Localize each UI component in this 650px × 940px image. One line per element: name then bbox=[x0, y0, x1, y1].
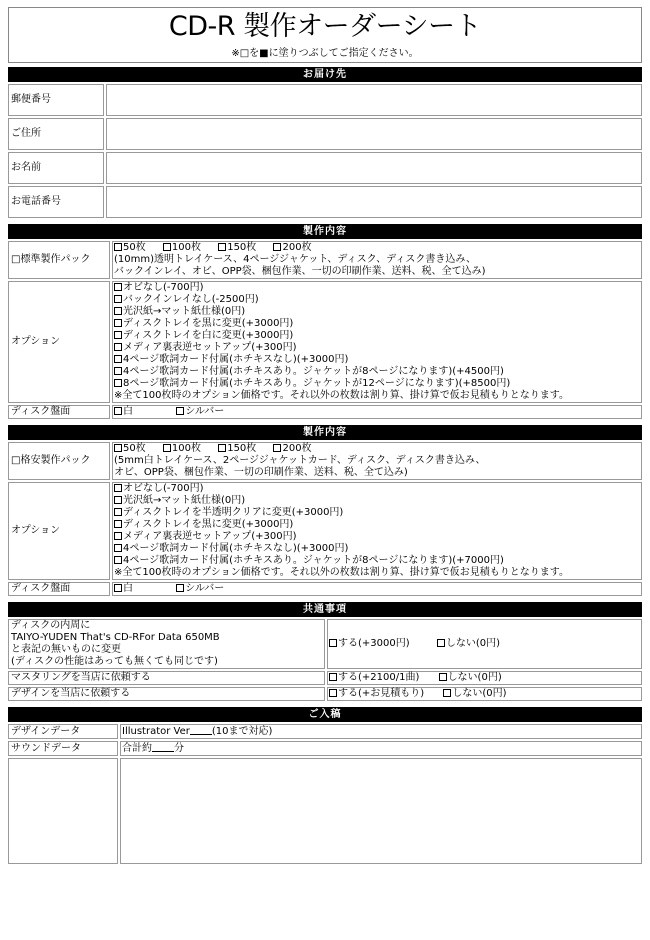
common-disc-ring-label: ディスクの内周に TAIYO-YUDEN That's CD-RFor Data 650MB と表記の無いものに変更 (ディスクの性能はあっても無くても同じです) bbox=[8, 619, 325, 669]
submission-table bbox=[6, 705, 644, 866]
budget-option-2[interactable]: ディスクトレイを半透明クリアに変更(+3000円) bbox=[114, 507, 640, 519]
budget-option-label: オプション bbox=[8, 482, 110, 580]
checkbox-icon bbox=[114, 496, 122, 504]
mastering-yes[interactable]: する(+2100/1曲) bbox=[329, 672, 419, 683]
checkbox-icon bbox=[443, 689, 451, 697]
name-label: お名前 bbox=[8, 152, 104, 184]
checkbox-icon bbox=[114, 484, 122, 492]
checkbox-icon bbox=[114, 343, 122, 351]
standard-pack-desc-1: (10mm)透明トレイケース、4ページジャケット、ディスク、ディスク書き込み、 bbox=[114, 254, 477, 265]
checkbox-icon bbox=[218, 243, 226, 251]
disc-ring-no[interactable]: しない(0円) bbox=[437, 638, 500, 649]
standard-option-note: ※全て100枚時のオプション価格です。それ以外の枚数は割り算、掛け算で仮お見積もりとなります。 bbox=[114, 390, 569, 401]
checkbox-icon bbox=[114, 355, 122, 363]
budget-pack-desc-1: (5mm白トレイケース、2ページジャケットカード、ディスク、ディスク書き込み、 bbox=[114, 455, 486, 466]
budget-disc-silver[interactable]: シルバー bbox=[176, 583, 224, 594]
checkbox-icon bbox=[114, 407, 122, 415]
budget-pack-table bbox=[6, 423, 644, 598]
design-data-label: デザインデータ bbox=[8, 724, 118, 739]
standard-disc-silver[interactable]: シルバー bbox=[176, 406, 224, 417]
name-field[interactable] bbox=[106, 152, 642, 184]
checkbox-icon bbox=[114, 295, 122, 303]
budget-pack-label[interactable]: □格安製作パック bbox=[8, 442, 110, 480]
budget-qty-100[interactable]: 100枚 bbox=[163, 443, 201, 454]
standard-pack-cell bbox=[112, 241, 642, 279]
notes-field[interactable] bbox=[120, 758, 642, 864]
checkbox-icon bbox=[114, 584, 122, 592]
checkbox-icon bbox=[114, 319, 122, 327]
budget-option-4[interactable]: メディア裏表逆セットアップ(+300円) bbox=[114, 531, 640, 543]
budget-header: 製作内容 bbox=[8, 425, 642, 440]
checkbox-icon bbox=[114, 520, 122, 528]
common-mastering-label: マスタリングを当店に依頼する bbox=[8, 671, 325, 685]
checkbox-icon bbox=[114, 556, 122, 564]
page-title: CD-R 製作オーダーシート bbox=[168, 11, 482, 42]
address-field[interactable] bbox=[106, 118, 642, 150]
budget-disc-label: ディスク盤面 bbox=[8, 582, 110, 596]
checkbox-icon bbox=[439, 673, 447, 681]
design-yes[interactable]: する(+お見積もり) bbox=[329, 688, 424, 699]
standard-disc-cell bbox=[112, 405, 642, 419]
standard-disc-white[interactable]: 白 bbox=[114, 406, 133, 417]
checkbox-icon bbox=[114, 243, 122, 251]
common-design-choice bbox=[327, 687, 642, 701]
budget-qty-150[interactable]: 150枚 bbox=[218, 443, 256, 454]
budget-disc-cell bbox=[112, 582, 642, 596]
version-blank[interactable] bbox=[190, 725, 212, 735]
standard-option-6[interactable]: 4ページ歌詞カード付属(ホチキスなし)(+3000円) bbox=[114, 354, 640, 366]
budget-option-3[interactable]: ディスクトレイを黒に変更(+3000円) bbox=[114, 519, 640, 531]
checkbox-icon bbox=[114, 283, 122, 291]
budget-option-note: ※全て100枚時のオプション価格です。それ以外の枚数は割り算、掛け算で仮お見積もりとなります。 bbox=[114, 567, 569, 578]
budget-qty-50[interactable]: 50枚 bbox=[114, 443, 146, 454]
budget-option-1[interactable]: 光沢紙→マット紙仕様(0円) bbox=[114, 495, 640, 507]
standard-option-4[interactable]: ディスクトレイを白に変更(+3000円) bbox=[114, 330, 640, 342]
checkbox-icon bbox=[163, 444, 171, 452]
common-mastering-choice bbox=[327, 671, 642, 685]
standard-qty-200[interactable]: 200枚 bbox=[273, 242, 311, 253]
budget-option-0[interactable]: オビなし(-700円) bbox=[114, 483, 640, 495]
title-box bbox=[8, 7, 642, 63]
minutes-blank[interactable] bbox=[152, 742, 174, 752]
notes-label-cell bbox=[8, 758, 118, 864]
common-header: 共通事項 bbox=[8, 602, 642, 617]
standard-option-8[interactable]: 8ページ歌詞カード付属(ホチキスあり。ジャケットが12ページになります)(+8500円) bbox=[114, 378, 640, 390]
checkbox-icon bbox=[114, 379, 122, 387]
delivery-header: お届け先 bbox=[8, 67, 642, 82]
checkbox-icon bbox=[114, 307, 122, 315]
standard-qty-50[interactable]: 50枚 bbox=[114, 242, 146, 253]
standard-pack-desc-2: バックインレイ、オビ、OPP袋、梱包作業、一切の印刷作業、送料、税、全て込み) bbox=[114, 266, 486, 277]
budget-qty-200[interactable]: 200枚 bbox=[273, 443, 311, 454]
phone-label: お電話番号 bbox=[8, 186, 104, 218]
checkbox-icon bbox=[218, 444, 226, 452]
budget-option-6[interactable]: 4ページ歌詞カード付属(ホチキスあり。ジャケットが8ページになります)(+7000円) bbox=[114, 555, 640, 567]
postal-code-label: 郵便番号 bbox=[8, 84, 104, 116]
checkbox-icon bbox=[114, 508, 122, 516]
address-label: ご住所 bbox=[8, 118, 104, 150]
standard-option-label: オプション bbox=[8, 281, 110, 403]
standard-qty-150[interactable]: 150枚 bbox=[218, 242, 256, 253]
checkbox-icon bbox=[176, 407, 184, 415]
page-subtitle: ※□を■に塗りつぶしてご指定ください。 bbox=[231, 48, 419, 59]
delivery-table bbox=[6, 65, 644, 220]
common-design-label: デザインを当店に依頼する bbox=[8, 687, 325, 701]
order-sheet bbox=[8, 7, 642, 866]
submission-header: ご入稿 bbox=[8, 707, 642, 722]
sound-data-label: サウンドデータ bbox=[8, 741, 118, 756]
checkbox-icon bbox=[273, 444, 281, 452]
disc-ring-yes[interactable]: する(+3000円) bbox=[329, 638, 410, 649]
checkbox-icon bbox=[329, 689, 337, 697]
standard-disc-label: ディスク盤面 bbox=[8, 405, 110, 419]
budget-disc-white[interactable]: 白 bbox=[114, 583, 133, 594]
standard-options-cell bbox=[112, 281, 642, 403]
postal-code-field[interactable] bbox=[106, 84, 642, 116]
design-no[interactable]: しない(0円) bbox=[443, 688, 506, 699]
checkbox-icon bbox=[114, 532, 122, 540]
sound-data-field[interactable]: 合計約 分 bbox=[120, 741, 642, 756]
checkbox-icon bbox=[114, 367, 122, 375]
standard-option-5[interactable]: メディア裏表逆セットアップ(+300円) bbox=[114, 342, 640, 354]
budget-option-5[interactable]: 4ページ歌詞カード付属(ホチキスなし)(+3000円) bbox=[114, 543, 640, 555]
standard-option-3[interactable]: ディスクトレイを黒に変更(+3000円) bbox=[114, 318, 640, 330]
phone-field[interactable] bbox=[106, 186, 642, 218]
checkbox-icon bbox=[114, 331, 122, 339]
mastering-no[interactable]: しない(0円) bbox=[439, 672, 502, 683]
standard-pack-label[interactable]: □標準製作パック bbox=[8, 241, 110, 279]
standard-qty-100[interactable]: 100枚 bbox=[163, 242, 201, 253]
budget-pack-cell bbox=[112, 442, 642, 480]
standard-option-1[interactable]: バックインレイなし(-2500円) bbox=[114, 294, 640, 306]
checkbox-icon bbox=[437, 639, 445, 647]
standard-pack-table bbox=[6, 222, 644, 421]
standard-option-2[interactable]: 光沢紙→マット紙仕様(0円) bbox=[114, 306, 640, 318]
common-table bbox=[6, 600, 644, 703]
checkbox-icon bbox=[114, 444, 122, 452]
design-data-field[interactable]: Illustrator Ver (10まで対応) bbox=[120, 724, 642, 739]
checkbox-icon bbox=[163, 243, 171, 251]
budget-options-cell bbox=[112, 482, 642, 580]
checkbox-icon bbox=[114, 544, 122, 552]
standard-header: 製作内容 bbox=[8, 224, 642, 239]
standard-option-7[interactable]: 4ページ歌詞カード付属(ホチキスあり。ジャケットが8ページになります)(+4500円) bbox=[114, 366, 640, 378]
checkbox-icon bbox=[329, 639, 337, 647]
standard-option-0[interactable]: オビなし(-700円) bbox=[114, 282, 640, 294]
checkbox-icon bbox=[176, 584, 184, 592]
checkbox-icon bbox=[329, 673, 337, 681]
budget-pack-desc-2: オビ、OPP袋、梱包作業、一切の印刷作業、送料、税、全て込み) bbox=[114, 467, 408, 478]
common-disc-ring-choice bbox=[327, 619, 642, 669]
checkbox-icon bbox=[273, 243, 281, 251]
